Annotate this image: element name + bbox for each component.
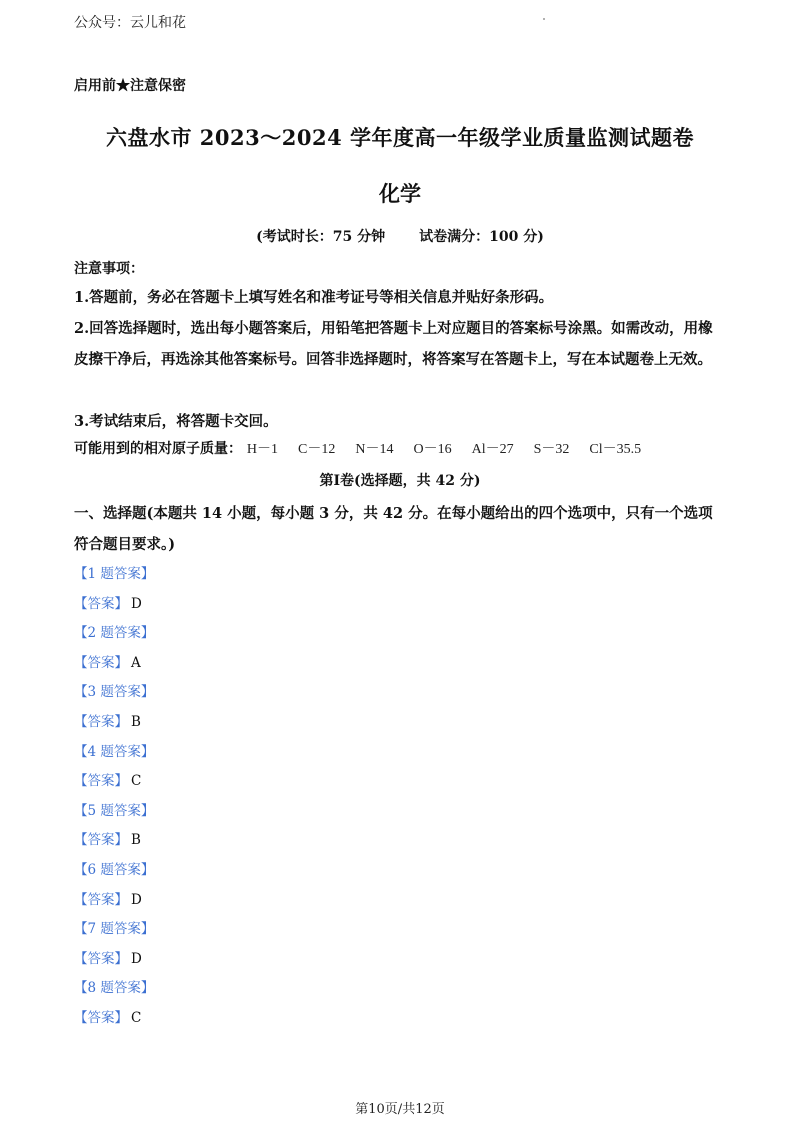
answer-row — [74, 889, 154, 919]
atomic-mass-value: N－14 — [355, 442, 394, 457]
question-label: 【6 题答案】 — [74, 861, 155, 878]
answer-label: 【答案】 — [74, 654, 128, 671]
answer-row — [74, 948, 154, 978]
answer-value: A — [131, 654, 141, 671]
answer-value: C — [131, 773, 142, 790]
answer-row — [74, 829, 154, 859]
answer-label: 【答案】 — [74, 1009, 128, 1026]
atomic-masses — [74, 438, 661, 458]
question-heading — [74, 918, 154, 948]
answer-row — [74, 1007, 154, 1037]
question-label: 【8 题答案】 — [74, 980, 155, 997]
answer-row — [74, 652, 154, 682]
answer-value: D — [131, 891, 142, 908]
answer-value: C — [131, 1009, 142, 1026]
atomic-masses-values — [247, 442, 661, 457]
atomic-masses-label: 可能用到的相对原子质量： — [74, 441, 242, 457]
question-heading — [74, 800, 154, 830]
atomic-mass-value: C－12 — [298, 442, 336, 457]
question-label: 【3 题答案】 — [74, 684, 155, 701]
note-item-2: 2.回答选择题时，选出每小题答案后，用铅笔把答题卡上对应题目的答案标号涂黑。如需改动，用橡皮擦干净后，再选涂其他答案标号。回答非选择题时，将答案写在答题卡上，写在本试题卷上无效。 — [74, 320, 713, 368]
section-intro: 一、选择题(本题共 14 小题，每小题 3 分，共 42 分。在每小题给出的四个选项中，只有一个选项符合题目要求。) — [74, 505, 713, 553]
question-label: 【1 题答案】 — [74, 566, 155, 582]
page-indicator: 第10页/共12页 — [355, 1102, 445, 1117]
answer-label: 【答案】 — [74, 832, 128, 849]
question-label: 【7 题答案】 — [74, 921, 155, 938]
question-heading — [74, 563, 154, 593]
answer-value: D — [131, 595, 142, 612]
atomic-mass-value: Al－27 — [471, 442, 514, 457]
answer-row — [74, 770, 154, 800]
exam-title: 六盘水市 2023～2024 学年度高一年级学业质量监测试题卷 — [105, 125, 694, 150]
atomic-mass-value: O－16 — [413, 442, 452, 457]
scan-dot — [543, 18, 545, 20]
answer-row — [74, 593, 154, 623]
atomic-mass-value: S－32 — [533, 442, 570, 457]
notes-heading: 注意事项： — [74, 261, 144, 277]
note-item-1: 1.答题前，务必在答题卡上填写姓名和准考证号等相关信息并贴好条形码。 — [74, 289, 554, 306]
atomic-mass-value: Cl－35.5 — [589, 442, 642, 457]
question-label: 【4 题答案】 — [74, 743, 155, 760]
exam-duration: (考试时长：75 分钟 — [256, 229, 386, 245]
question-heading — [74, 622, 154, 652]
question-heading — [74, 859, 154, 889]
exam-info — [0, 226, 800, 246]
note-item-3: 3.考试结束后，将答题卡交回。 — [74, 413, 278, 430]
answer-value: B — [131, 713, 141, 730]
answer-label: 【答案】 — [74, 891, 128, 908]
answer-label: 【答案】 — [74, 595, 128, 612]
atomic-mass-value: H－1 — [246, 442, 278, 457]
confidential-label: 启用前★注意保密 — [74, 78, 186, 94]
answer-label: 【答案】 — [74, 713, 128, 730]
question-heading — [74, 741, 154, 771]
wechat-note: 公众号：云儿和花 — [74, 15, 186, 31]
part-title: 第Ⅰ卷(选择题，共 42 分) — [319, 473, 481, 489]
answer-row — [74, 711, 154, 741]
answer-list — [74, 563, 154, 1037]
question-heading — [74, 681, 154, 711]
answer-value: B — [131, 832, 141, 849]
subject-title: 化学 — [379, 181, 421, 206]
answer-label: 【答案】 — [74, 773, 128, 790]
answer-value: D — [131, 950, 142, 967]
answer-label: 【答案】 — [74, 950, 128, 967]
question-label: 【2 题答案】 — [74, 625, 155, 642]
question-label: 【5 题答案】 — [74, 802, 155, 819]
question-heading — [74, 977, 154, 1007]
exam-full-score: 试卷满分：100 分) — [419, 229, 544, 245]
